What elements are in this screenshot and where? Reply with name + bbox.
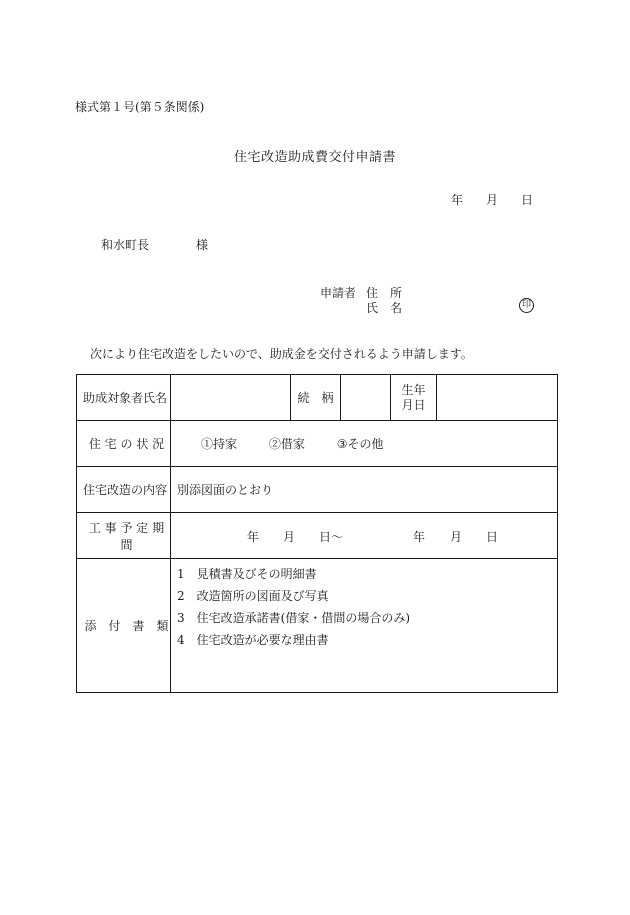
period-label: 工 事 予 定 期 間 xyxy=(77,513,171,559)
date-year: 年 xyxy=(451,193,464,207)
end-day: 日 xyxy=(486,530,499,544)
row-subject xyxy=(77,375,558,421)
end-year: 年 xyxy=(413,530,426,544)
end-month: 月 xyxy=(450,530,463,544)
start-month: 月 xyxy=(283,530,296,544)
seal-mark: 印 xyxy=(519,298,534,313)
birth-label-line1: 生年 xyxy=(401,382,426,397)
row-housing xyxy=(77,421,558,467)
housing-status-label: 住 宅 の 状 況 xyxy=(77,421,171,467)
attachment-item: 2 改造箇所の図面及び写真 xyxy=(177,589,329,603)
attachments-label: 添 付 書 類 xyxy=(77,559,171,693)
name-label: 氏 名 xyxy=(366,301,403,315)
option-owned[interactable]: ①持家 xyxy=(201,437,238,451)
subject-name-field[interactable] xyxy=(171,375,291,421)
row-period xyxy=(77,513,558,559)
housing-options xyxy=(171,421,558,467)
addressee: 和水町長 xyxy=(101,238,150,252)
date-day: 日 xyxy=(521,193,534,207)
attachments-list xyxy=(171,559,558,693)
option-other[interactable]: ③その他 xyxy=(336,437,384,451)
intro-text: 次により住宅改造をしたいので、助成金を交付されるよう申請します。 xyxy=(90,347,473,361)
birth-field[interactable] xyxy=(437,375,558,421)
content-label: 住宅改造の内容 xyxy=(77,467,171,513)
subject-name-label: 助成対象者氏名 xyxy=(77,375,171,421)
attachment-item: 3 住宅改造承諾書(借家・借間の場合のみ) xyxy=(177,611,410,625)
application-table xyxy=(76,374,558,693)
applicant-label: 申請者 xyxy=(320,286,357,300)
address-label: 住 所 xyxy=(366,286,403,300)
relation-field[interactable] xyxy=(341,375,391,421)
form-number: 様式第１号(第５条関係) xyxy=(75,100,205,114)
option-rented[interactable]: ②借家 xyxy=(268,437,305,451)
document-title: 住宅改造助成費交付申請書 xyxy=(233,150,396,165)
addressee-suffix: 様 xyxy=(196,238,209,252)
period-field[interactable] xyxy=(171,513,558,559)
attachment-item: 1 見積書及びその明細書 xyxy=(177,567,317,581)
start-day: 日〜 xyxy=(319,530,344,544)
start-year: 年 xyxy=(247,530,260,544)
attachment-item: 4 住宅改造が必要な理由書 xyxy=(177,633,329,647)
birth-label-line2: 月日 xyxy=(401,397,426,412)
content-value: 別添図面のとおり xyxy=(171,467,558,513)
relation-label: 続 柄 xyxy=(291,375,341,421)
row-attachments xyxy=(77,559,558,693)
row-content xyxy=(77,467,558,513)
date-month: 月 xyxy=(486,193,499,207)
birth-label xyxy=(391,375,437,421)
